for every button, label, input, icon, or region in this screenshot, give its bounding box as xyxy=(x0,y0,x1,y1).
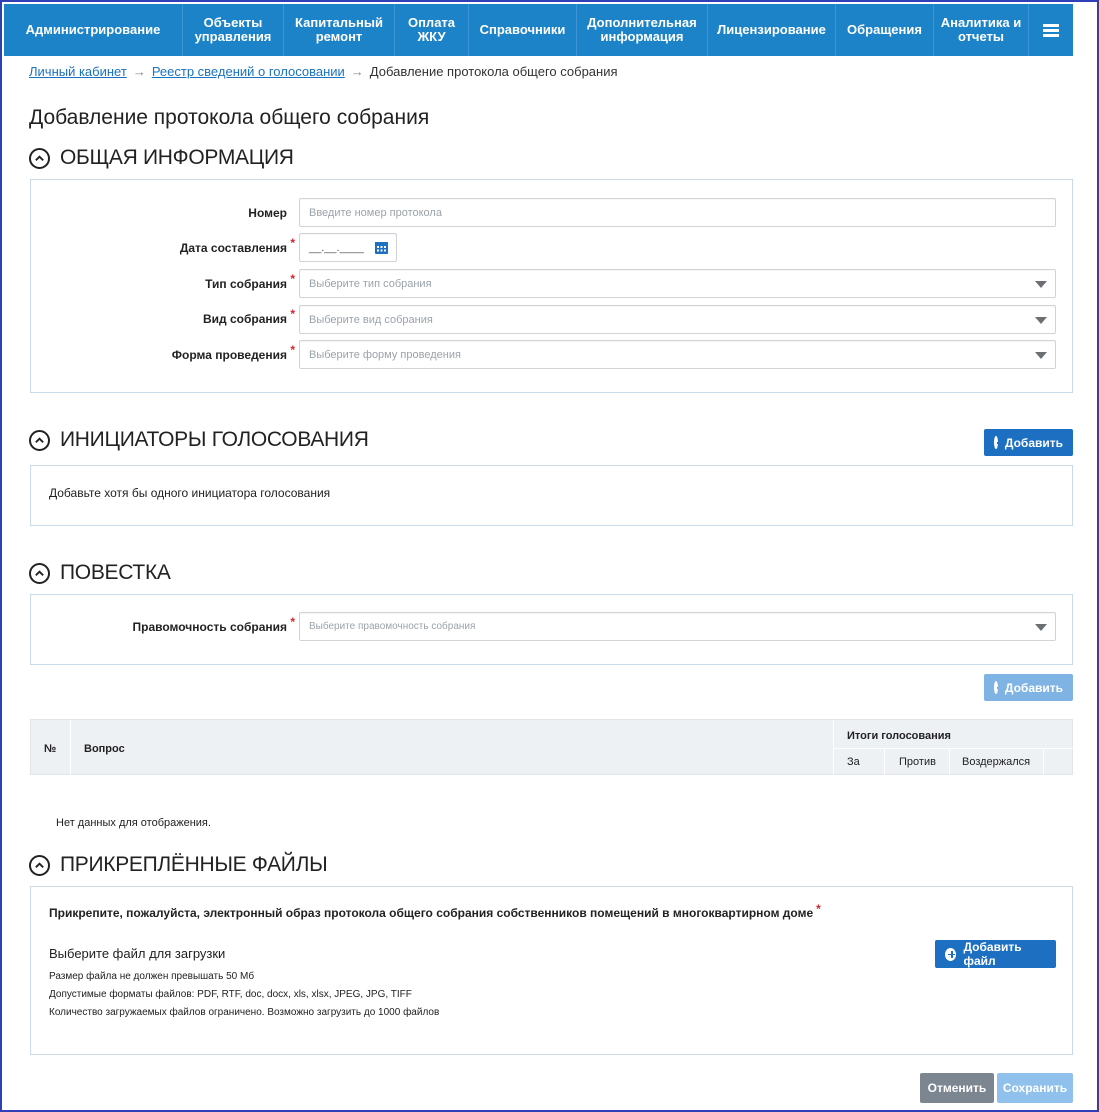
calendar-icon[interactable] xyxy=(375,242,388,254)
nav-item-appeals[interactable]: Обращения xyxy=(836,4,934,56)
dropdown-arrow-icon xyxy=(1035,281,1047,288)
nav-menu-button[interactable] xyxy=(1029,4,1073,56)
choose-file-text: Выберите файл для загрузки xyxy=(49,946,226,961)
meeting-form-label: Форма проведения * xyxy=(171,343,295,362)
section-header-agenda xyxy=(29,561,171,585)
column-header-question: Вопрос xyxy=(84,743,125,755)
meeting-form-select[interactable]: Выберите форму проведения xyxy=(299,340,1056,369)
required-asterisk: * xyxy=(290,343,295,357)
section-title: ПОВЕСТКА xyxy=(60,561,171,584)
breadcrumb-separator: → xyxy=(132,64,146,79)
table-divider xyxy=(70,720,71,776)
nav-item-administration[interactable]: Администрирование xyxy=(4,4,183,56)
file-formats-note: Допустимые форматы файлов: PDF, RTF, doc, docx, xls, xlsx, JPEG, JPG, TIFF xyxy=(49,989,412,1000)
competence-label: Правомочность собрания * xyxy=(132,615,295,634)
section-title: ИНИЦИАТОРЫ ГОЛОСОВАНИЯ xyxy=(60,428,369,451)
attach-instruction: Прикрепите, пожалуйста, электронный образ протокола общего собрания собственников помещений в многоквартирном доме * xyxy=(49,902,821,920)
collapse-chevron-up-icon[interactable] xyxy=(29,148,50,169)
date-input[interactable] xyxy=(299,233,397,262)
competence-select[interactable]: Выберите правомочность собрания xyxy=(299,612,1056,641)
breadcrumb-link-voting-registry[interactable]: Реестр сведений о голосовании xyxy=(151,64,345,79)
date-placeholder: __.__.____ xyxy=(309,241,365,254)
dropdown-arrow-icon xyxy=(1035,317,1047,324)
initiators-empty-text: Добавьте хотя бы одного инициатора голосования xyxy=(49,486,331,500)
collapse-chevron-up-icon[interactable] xyxy=(29,430,50,451)
no-data-text: Нет данных для отображения. xyxy=(56,817,211,829)
number-input[interactable]: Введите номер протокола xyxy=(299,198,1056,227)
required-asterisk: * xyxy=(290,236,295,250)
top-navigation xyxy=(4,4,1073,56)
meeting-kind-label: Вид собрания * xyxy=(202,307,295,326)
nav-item-utility-payment[interactable]: Оплата ЖКУ xyxy=(395,4,469,56)
section-title: ПРИКРЕПЛЁННЫЕ ФАЙЛЫ xyxy=(60,853,328,876)
meeting-type-select[interactable]: Выберите тип собрания xyxy=(299,269,1056,298)
dropdown-arrow-icon xyxy=(1035,624,1047,631)
initiators-panel xyxy=(30,465,1073,526)
breadcrumb-separator: → xyxy=(350,64,364,79)
section-header-general xyxy=(29,146,294,170)
nav-item-licensing[interactable]: Лицензирование xyxy=(708,4,836,56)
breadcrumb-current: Добавление протокола общего собрания xyxy=(369,64,618,79)
plus-circle-icon xyxy=(945,948,956,961)
column-header-for: За xyxy=(847,756,860,768)
required-asterisk: * xyxy=(290,615,295,629)
nav-item-capital-repair[interactable]: Капитальный ремонт xyxy=(284,4,395,56)
column-header-results: Итоги голосования xyxy=(847,730,951,742)
nav-item-analytics[interactable]: Аналитика и отчеты xyxy=(934,4,1029,56)
agenda-panel xyxy=(30,594,1073,665)
table-divider xyxy=(884,748,885,776)
required-asterisk: * xyxy=(816,902,821,916)
meeting-type-label: Тип собрания * xyxy=(205,272,295,291)
column-header-abstain: Воздержался xyxy=(962,756,1031,768)
meeting-kind-select[interactable]: Выберите вид собрания xyxy=(299,305,1056,334)
required-asterisk: * xyxy=(290,272,295,286)
date-label: Дата составления * xyxy=(179,236,295,255)
breadcrumb-link-cabinet[interactable]: Личный кабинет xyxy=(29,64,127,79)
save-button[interactable]: Сохранить xyxy=(997,1073,1073,1103)
section-header-initiators xyxy=(29,428,369,452)
general-info-panel xyxy=(30,179,1073,393)
column-header-against: Против xyxy=(899,756,936,768)
table-divider xyxy=(949,748,950,776)
nav-item-management-objects[interactable]: Объекты управления xyxy=(183,4,284,56)
plus-circle-icon xyxy=(994,681,998,694)
number-label: Номер xyxy=(248,206,287,220)
required-asterisk: * xyxy=(290,307,295,321)
file-size-note: Размер файла не должен превышать 50 Мб xyxy=(49,971,255,982)
section-header-files xyxy=(29,853,327,877)
add-file-button[interactable]: Добавить файл xyxy=(935,940,1056,968)
hamburger-icon xyxy=(1043,24,1059,37)
collapse-chevron-up-icon[interactable] xyxy=(29,855,50,876)
nav-item-directories[interactable]: Справочники xyxy=(469,4,577,56)
add-initiator-button[interactable]: Добавить xyxy=(984,429,1073,456)
table-divider xyxy=(833,748,1074,749)
section-title: ОБЩАЯ ИНФОРМАЦИЯ xyxy=(60,146,294,169)
table-divider xyxy=(1043,748,1044,776)
plus-circle-icon xyxy=(994,436,998,449)
add-question-button[interactable]: Добавить xyxy=(984,674,1073,701)
nav-item-additional-info[interactable]: Дополнительная информация xyxy=(577,4,708,56)
column-header-number: № xyxy=(44,743,57,755)
page-title: Добавление протокола общего собрания xyxy=(29,106,430,129)
file-count-note: Количество загружаемых файлов ограничено. Возможно загрузить до 1000 файлов xyxy=(49,1007,440,1018)
agenda-table xyxy=(30,719,1073,775)
dropdown-arrow-icon xyxy=(1035,352,1047,359)
collapse-chevron-up-icon[interactable] xyxy=(29,563,50,584)
cancel-button[interactable]: Отменить xyxy=(920,1073,994,1103)
breadcrumb xyxy=(29,64,618,79)
files-panel xyxy=(30,886,1073,1055)
